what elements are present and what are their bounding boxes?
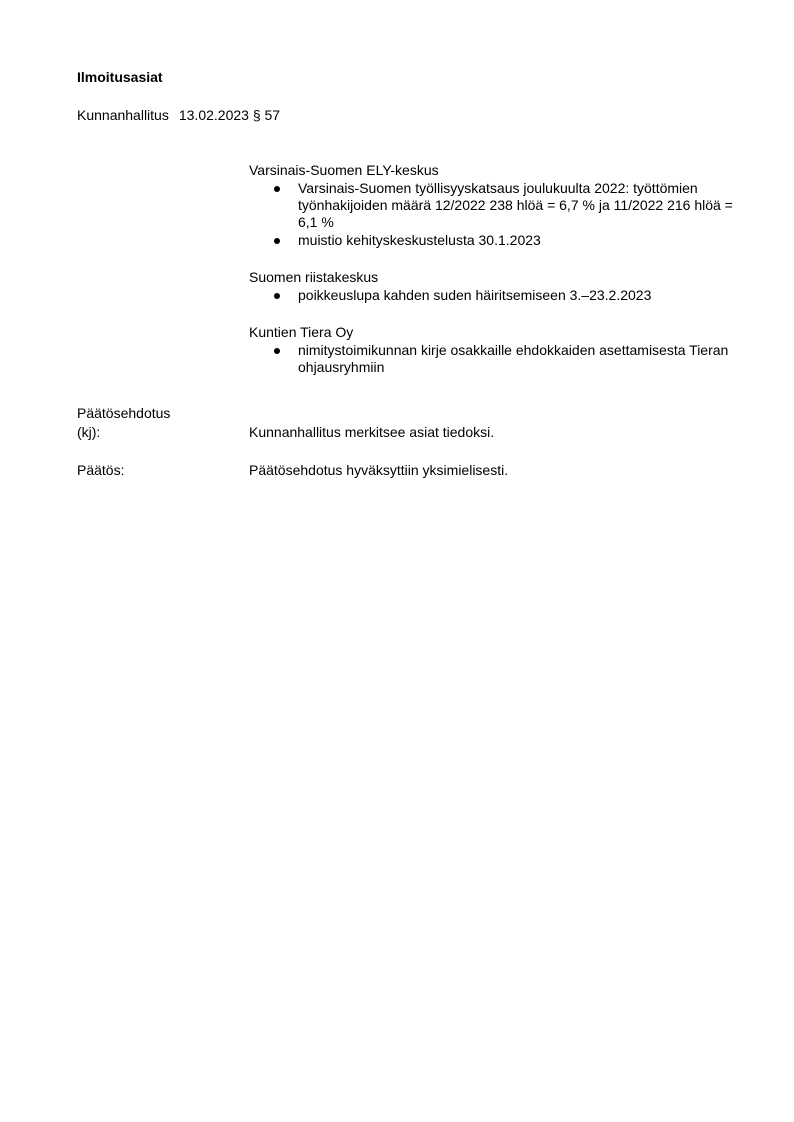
list-item-text: muistio kehityskeskustelusta 30.1.2023 [298,232,541,248]
bullet-icon [274,186,280,192]
list-item [249,287,749,304]
bullet-icon [274,238,280,244]
section-title: Suomen riistakeskus [249,269,379,285]
notice-list [249,180,749,249]
meeting-reference [77,106,280,124]
notice-section [249,161,749,249]
decision-label: Päätös: [77,462,125,478]
list-item [249,342,749,376]
decision-text: Päätösehdotus hyväksyttiin yksimielisesti. [249,462,509,478]
bullet-icon [274,348,280,354]
notice-list [249,342,749,376]
notice-section [249,268,749,304]
section-title: Kuntien Tiera Oy [249,324,354,340]
list-item [249,232,749,249]
bullet-icon [274,293,280,299]
document-title: Ilmoitusasiat [77,69,163,85]
notice-section [249,323,749,376]
list-item [249,180,749,231]
notices-content [249,161,749,395]
proposal-text: Kunnanhallitus merkitsee asiat tiedoksi. [249,424,495,440]
meeting-date-ref: 13.02.2023 § 57 [178,107,281,123]
section-title: Varsinais-Suomen ELY-keskus [249,162,439,178]
meeting-body: Kunnanhallitus [77,107,169,123]
notice-list [249,287,749,304]
list-item-text: nimitystoimikunnan kirje osakkaille ehdokkaiden asettamisesta Tieran ohjausryhmiin [298,342,729,375]
proposal-label: Päätösehdotus [77,405,171,421]
proposal-label-suffix: (kj): [77,424,101,440]
list-item-text: Varsinais-Suomen työllisyyskatsaus joulukuulta 2022: työttömien työnhakijoiden määrä 12/2022 238 hlöä = 6,7 % ja 11/2022 216 hlöä = 6,1 % [298,180,733,230]
list-item-text: poikkeuslupa kahden suden häiritsemiseen 3.–23.2.2023 [298,287,652,303]
